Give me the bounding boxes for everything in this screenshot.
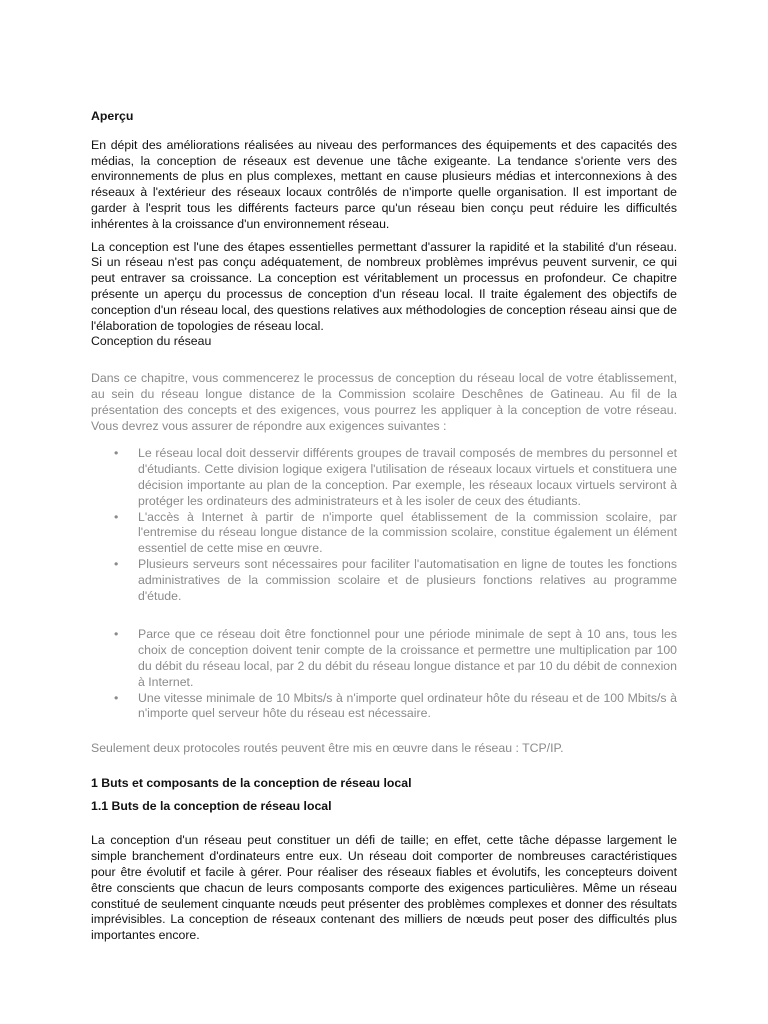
list-item-text: Une vitesse minimale de 10 Mbits/s à n'importe quel ordinateur hôte du réseau et de 100 Mbits/s à n'importe quel serveur hôte du réseau est nécessaire. <box>138 690 677 721</box>
requirements-list <box>91 446 677 722</box>
list-item-text: Parce que ce réseau doit être fonctionnel pour une période minimale de sept à 10 ans, tous les choix de conception doivent tenir compte de la croissance et permettre une multiplication par 100 du débit du réseau local, par 2 du débit du réseau longue distance et par 10 du débit de connexion à Internet. <box>138 627 677 689</box>
list-item-text: Plusieurs serveurs sont nécessaires pour faciliter l'automatisation en ligne de toutes les fonctions administratives de la commission scolaire et de plusieurs fonctions relatives au programme d'étude. <box>138 556 677 603</box>
intro-paragraph-2: La conception est l'une des étapes essentielles permettant d'assurer la rapidité et la stabilité d'un réseau. Si un réseau n'est pas conçu adéquatement, de nombreux problèmes imprévus peuvent survenir, ce qui peut entraver sa croissance. La conception est véritablement un processus en profondeur. Ce chapitre présente un aperçu du processus de conception d'un réseau local. Il traite également des objectifs de conception d'un réseau local, des questions relatives aux méthodologies de conception réseau ainsi que de l'élaboration de topologies de réseau local. <box>91 239 677 333</box>
document-title: Aperçu <box>91 109 134 123</box>
list-item <box>91 557 677 604</box>
list-item-text: Le réseau local doit desservir différents groupes de travail composés de membres du personnel et d'étudiants. Cette division logique exigera l'utilisation de réseaux locaux virtuels et constituera une décision importante au plan de la conception. Par exemple, les réseaux locaux virtuels serviront à protéger les ordinateurs des administrateurs et à les isoler de ceux des étudiants. <box>138 446 677 508</box>
list-item <box>91 691 677 723</box>
intro-paragraph-1: En dépit des améliorations réalisées au niveau des performances des équipements et des capacités des médias, la conception de réseaux est devenue une tâche exigeante. La tendance s'oriente vers des environnements de plus en plus complexes, mettant en cause plusieurs médias et interconnexions à des réseaux à l'extérieur des réseaux locaux contrôlés de n'importe quelle organisation. Il est important de garder à l'esprit tous les différents facteurs parce qu'un réseau bien conçu peut réduire les difficultés inhérentes à la croissance d'un environnement réseau. <box>91 137 677 231</box>
bullet-icon: • <box>114 556 119 571</box>
closing-paragraph: La conception d'un réseau peut constituer un défi de taille; en effet, cette tâche dépasse largement le simple branchement d'ordinateurs entre eux. Un réseau doit comporter de nombreuses caractéristiques pour être évolutif et facile à gérer. Pour réaliser des réseaux fiables et évolutifs, les concepteurs doivent être conscients que chacun de leurs composants comporte des exigences particulières. Même un réseau constitué de seulement cinquante nœuds peut présenter des problèmes complexes et donner des résultats imprévisibles. La conception de réseaux contenant des milliers de nœuds peut poser des difficultés plus importantes encore. <box>91 833 677 943</box>
list-item <box>91 510 677 557</box>
bullet-icon: • <box>114 446 119 461</box>
section-heading-1: 1 Buts et composants de la conception de réseau local <box>91 775 412 790</box>
list-item <box>91 627 677 690</box>
bullet-icon: • <box>114 627 119 642</box>
list-item-text: L'accès à Internet à partir de n'importe quel établissement de la commission scolaire, par l'entremise du réseau longue distance de la commission scolaire, constitue également un élément essentiel de cette mise en œuvre. <box>138 509 677 556</box>
subheading-conception-reseau: Conception du réseau <box>91 334 212 349</box>
list-item <box>91 446 677 509</box>
gray-intro-paragraph: Dans ce chapitre, vous commencerez le processus de conception du réseau local de votre établissement, au sein du réseau longue distance de la Commission scolaire Deschênes de Gatineau. Au fil de la présentation des concepts et des exigences, vous pourrez les appliquer à la conception de votre réseau. Vous devrez vous assurer de répondre aux exigences suivantes : <box>91 371 677 433</box>
protocols-line: Seulement deux protocoles routés peuvent être mis en œuvre dans le réseau : TCP/IP. <box>91 741 564 756</box>
document-page <box>91 109 677 951</box>
bullet-icon: • <box>114 509 119 524</box>
section-heading-1-1: 1.1 Buts de la conception de réseau local <box>91 798 332 813</box>
bullet-icon: • <box>114 690 119 705</box>
